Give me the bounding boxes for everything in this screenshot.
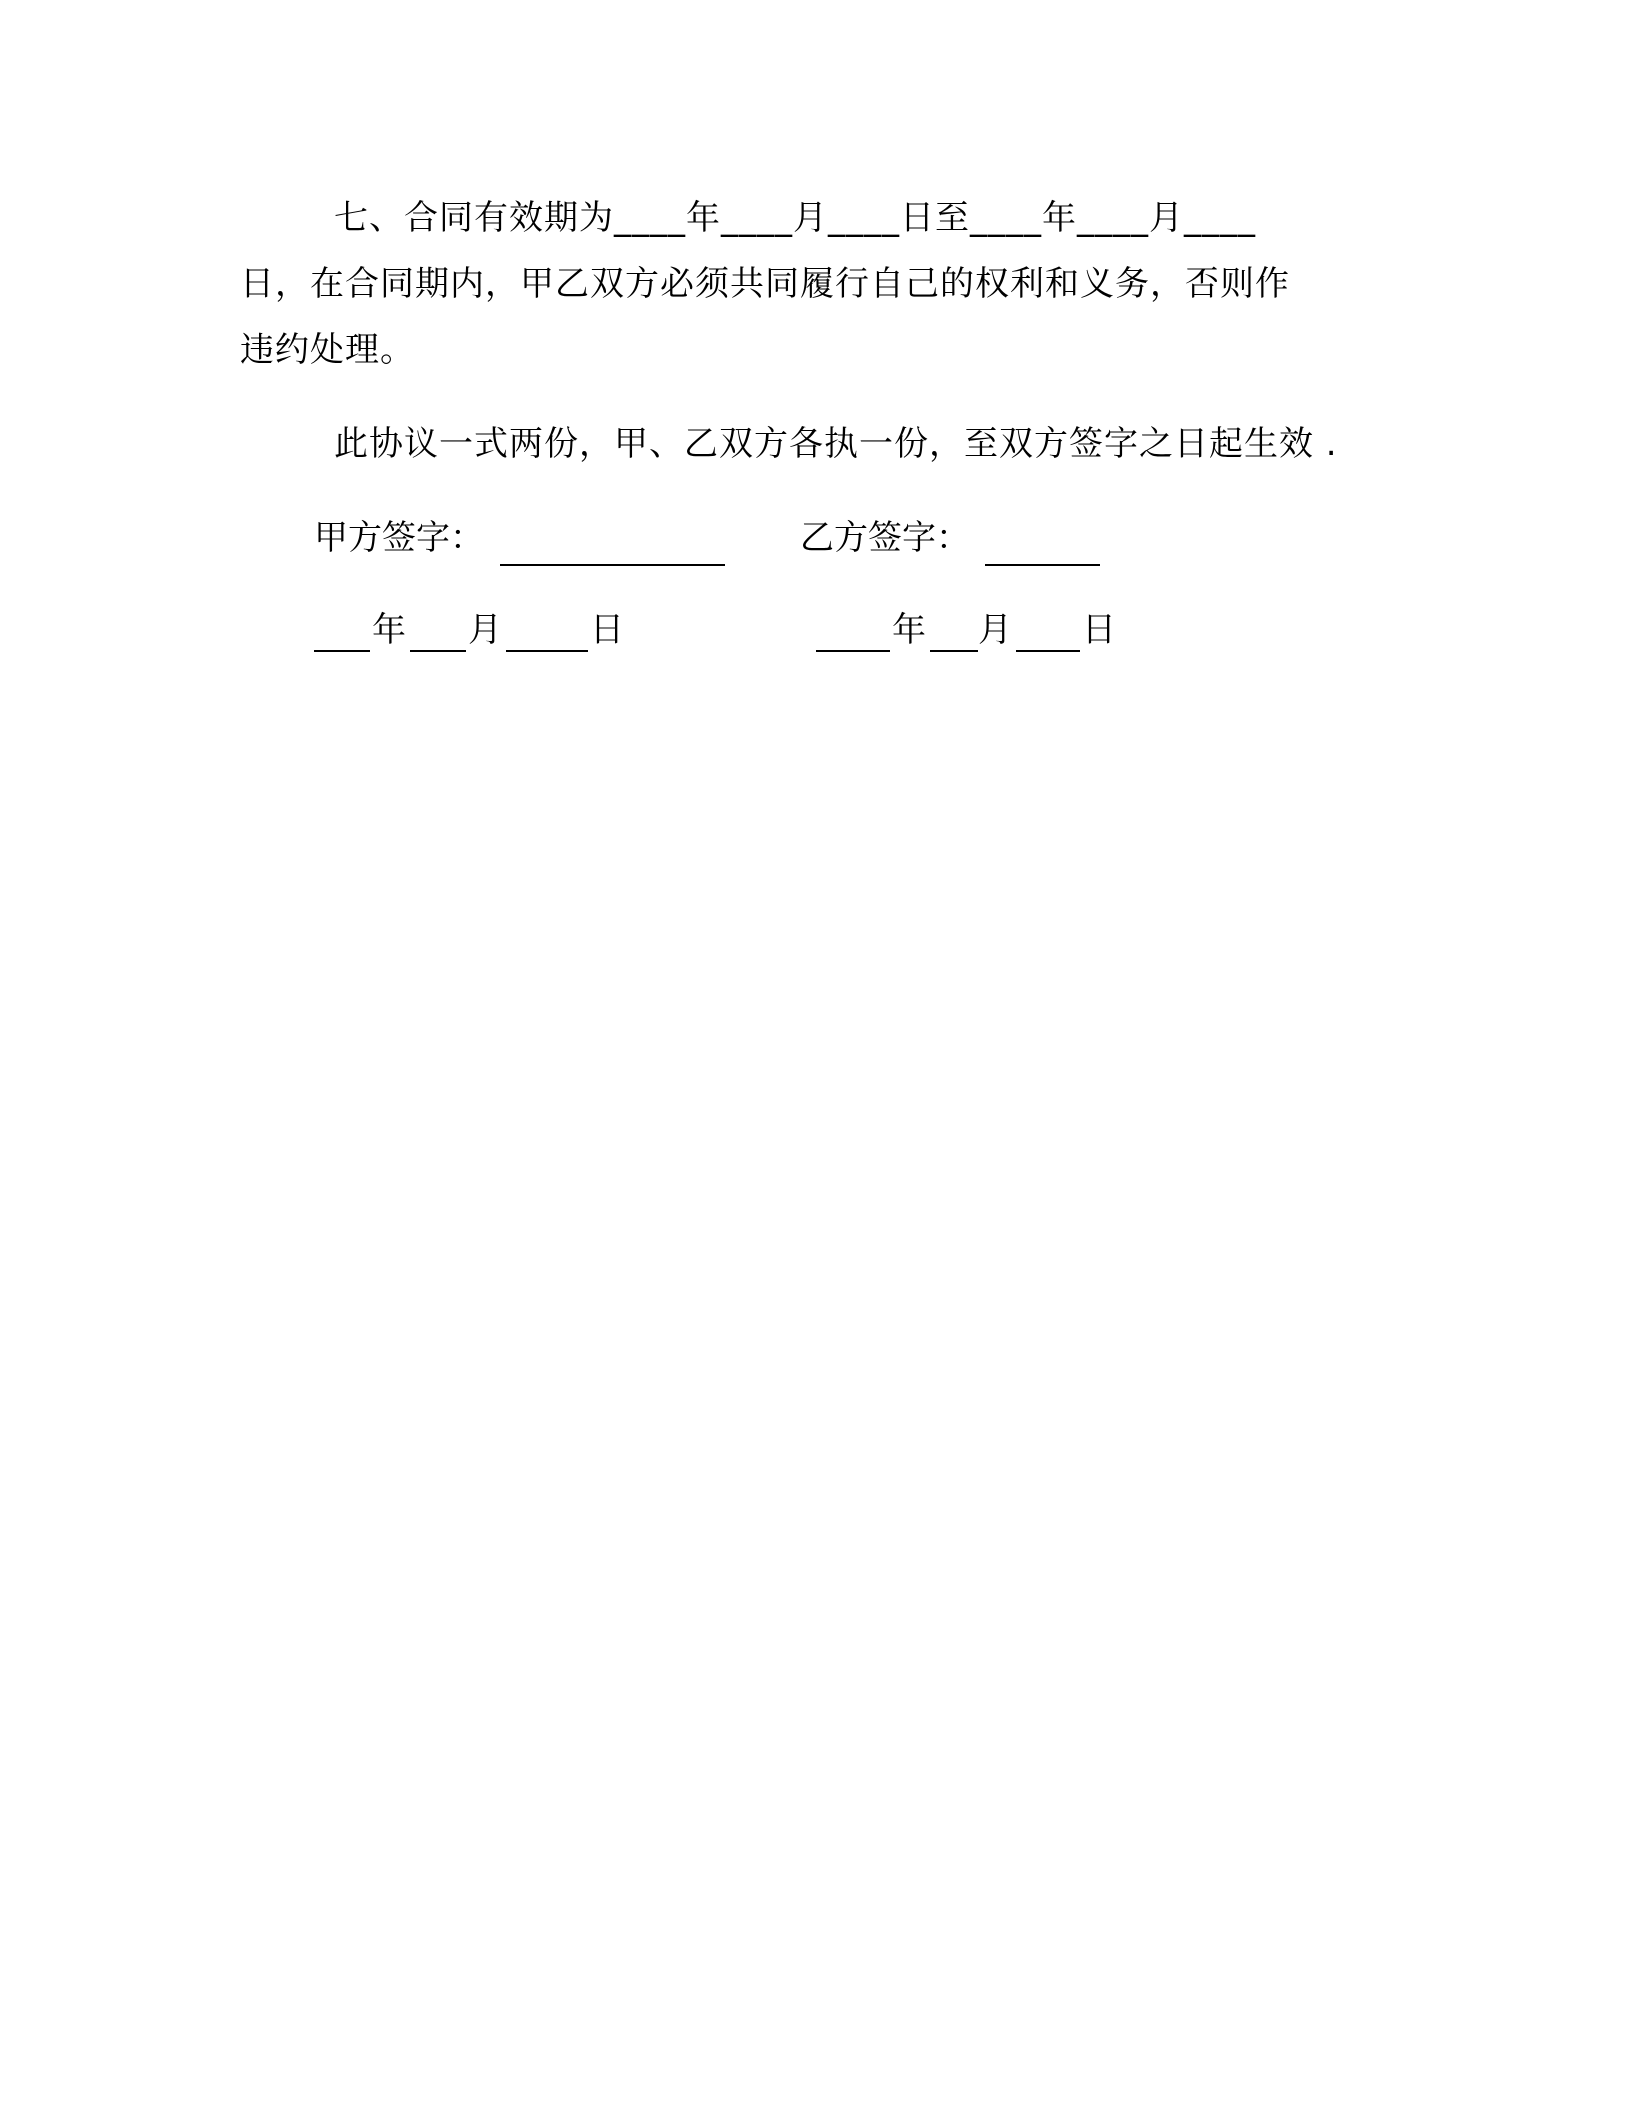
- party-b-signature-blank[interactable]: [985, 564, 1100, 566]
- party-b-day-blank[interactable]: [1016, 650, 1080, 652]
- party-b-month-blank[interactable]: [930, 650, 978, 652]
- party-a-year-unit: 年: [372, 610, 406, 650]
- party-a-signature-blank[interactable]: [500, 564, 725, 566]
- clause-seven-line-1: 七、合同有效期为____年____月____日至____年____月____: [334, 198, 1256, 238]
- party-b-year-blank[interactable]: [816, 650, 890, 652]
- party-b-date-row: [0, 608, 1200, 652]
- clause-seven-line-2: 日，在合同期内，甲乙双方必须共同履行自己的权利和义务，否则作: [240, 264, 1290, 304]
- closing-paragraph: 此协议一式两份，甲、乙双方各执一份，至双方签字之日起生效 .: [334, 424, 1338, 464]
- party-a-day-unit: 日: [590, 610, 624, 650]
- party-b-month-unit: 月: [978, 610, 1012, 650]
- party-b-year-unit: 年: [892, 610, 926, 650]
- party-b-day-unit: 日: [1082, 610, 1116, 650]
- party-a-month-unit: 月: [468, 610, 502, 650]
- party-b-signature-label: 乙方签字：: [800, 518, 970, 558]
- clause-seven-line-3: 违约处理。: [240, 330, 415, 370]
- party-a-signature-label: 甲方签字：: [314, 518, 484, 558]
